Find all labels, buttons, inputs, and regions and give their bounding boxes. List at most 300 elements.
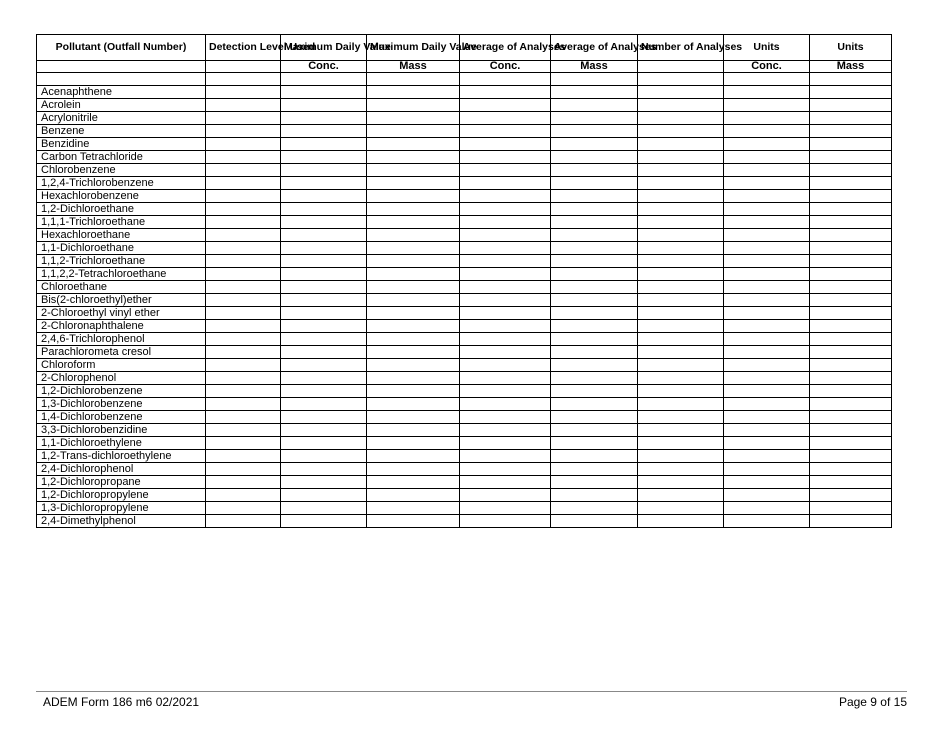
entry-cell[interactable] (551, 112, 638, 125)
entry-cell[interactable] (460, 190, 551, 203)
entry-cell[interactable] (810, 294, 892, 307)
entry-cell[interactable] (460, 268, 551, 281)
entry-cell[interactable] (638, 164, 724, 177)
pollutant-name: Benzidine (37, 138, 206, 151)
entry-cell[interactable] (206, 164, 281, 177)
entry-cell[interactable] (206, 359, 281, 372)
entry-cell[interactable] (551, 411, 638, 424)
entry-cell[interactable] (281, 73, 367, 86)
entry-cell[interactable] (281, 112, 367, 125)
entry-cell[interactable] (460, 424, 551, 437)
column-subheader: Mass (551, 61, 638, 73)
entry-cell[interactable] (551, 463, 638, 476)
entry-cell[interactable] (281, 450, 367, 463)
entry-cell[interactable] (460, 476, 551, 489)
entry-cell[interactable] (367, 346, 460, 359)
entry-cell[interactable] (724, 515, 810, 528)
entry-cell[interactable] (551, 255, 638, 268)
entry-cell[interactable] (551, 489, 638, 502)
entry-cell[interactable] (810, 281, 892, 294)
entry-cell[interactable] (206, 190, 281, 203)
entry-cell[interactable] (724, 320, 810, 333)
entry-cell[interactable] (460, 281, 551, 294)
entry-cell[interactable] (724, 125, 810, 138)
entry-cell[interactable] (460, 138, 551, 151)
table-row (37, 125, 892, 138)
entry-cell[interactable] (206, 346, 281, 359)
entry-cell[interactable] (638, 281, 724, 294)
entry-cell[interactable] (367, 385, 460, 398)
entry-cell[interactable] (281, 190, 367, 203)
entry-cell[interactable] (367, 229, 460, 242)
entry-cell[interactable] (638, 359, 724, 372)
entry-cell[interactable] (810, 411, 892, 424)
entry-cell[interactable] (460, 450, 551, 463)
entry-cell[interactable] (281, 320, 367, 333)
entry-cell[interactable] (810, 151, 892, 164)
entry-cell[interactable] (724, 229, 810, 242)
entry-cell[interactable] (367, 138, 460, 151)
entry-cell[interactable] (724, 372, 810, 385)
entry-cell[interactable] (810, 268, 892, 281)
entry-cell[interactable] (206, 307, 281, 320)
entry-cell[interactable] (460, 398, 551, 411)
entry-cell[interactable] (638, 385, 724, 398)
entry-cell[interactable] (638, 372, 724, 385)
entry-cell[interactable] (551, 437, 638, 450)
entry-cell[interactable] (724, 398, 810, 411)
entry-cell[interactable] (206, 229, 281, 242)
entry-cell[interactable] (810, 385, 892, 398)
entry-cell[interactable] (551, 476, 638, 489)
entry-cell[interactable] (724, 255, 810, 268)
entry-cell[interactable] (281, 164, 367, 177)
entry-cell[interactable] (638, 125, 724, 138)
entry-cell[interactable] (281, 294, 367, 307)
entry-cell[interactable] (206, 255, 281, 268)
entry-cell[interactable] (551, 216, 638, 229)
entry-cell[interactable] (810, 203, 892, 216)
entry-cell[interactable] (206, 242, 281, 255)
entry-cell[interactable] (281, 359, 367, 372)
entry-cell[interactable] (460, 294, 551, 307)
entry-cell[interactable] (724, 216, 810, 229)
entry-cell[interactable] (367, 515, 460, 528)
entry-cell[interactable] (460, 320, 551, 333)
entry-cell[interactable] (460, 73, 551, 86)
entry-cell[interactable] (638, 112, 724, 125)
entry-cell[interactable] (206, 125, 281, 138)
entry-cell[interactable] (281, 99, 367, 112)
entry-cell[interactable] (281, 307, 367, 320)
entry-cell[interactable] (551, 307, 638, 320)
entry-cell[interactable] (206, 281, 281, 294)
entry-cell[interactable] (206, 294, 281, 307)
entry-cell[interactable] (206, 385, 281, 398)
entry-cell[interactable] (460, 229, 551, 242)
entry-cell[interactable] (724, 489, 810, 502)
table-row (37, 359, 892, 372)
entry-cell[interactable] (810, 437, 892, 450)
entry-cell[interactable] (206, 424, 281, 437)
entry-cell[interactable] (638, 463, 724, 476)
entry-cell[interactable] (367, 398, 460, 411)
entry-cell[interactable] (638, 242, 724, 255)
pollutant-name: Carbon Tetrachloride (37, 151, 206, 164)
entry-cell[interactable] (724, 99, 810, 112)
entry-cell[interactable] (206, 203, 281, 216)
entry-cell[interactable] (724, 177, 810, 190)
entry-cell[interactable] (551, 515, 638, 528)
entry-cell[interactable] (206, 73, 281, 86)
entry-cell[interactable] (551, 125, 638, 138)
entry-cell[interactable] (724, 359, 810, 372)
entry-cell[interactable] (551, 99, 638, 112)
entry-cell[interactable] (638, 515, 724, 528)
entry-cell[interactable] (367, 307, 460, 320)
pollutant-name: 1,4-Dichlorobenzene (37, 411, 206, 424)
entry-cell[interactable] (724, 385, 810, 398)
entry-cell[interactable] (638, 398, 724, 411)
entry-cell[interactable] (638, 476, 724, 489)
entry-cell[interactable] (551, 372, 638, 385)
entry-cell[interactable] (281, 398, 367, 411)
entry-cell[interactable] (367, 502, 460, 515)
entry-cell[interactable] (367, 255, 460, 268)
entry-cell[interactable] (281, 255, 367, 268)
entry-cell[interactable] (206, 372, 281, 385)
pollutant-name: Chlorobenzene (37, 164, 206, 177)
entry-cell[interactable] (281, 242, 367, 255)
entry-cell[interactable] (810, 138, 892, 151)
entry-cell[interactable] (281, 515, 367, 528)
entry-cell[interactable] (551, 320, 638, 333)
entry-cell[interactable] (724, 151, 810, 164)
table-row (37, 99, 892, 112)
pollutant-name: Bis(2-chloroethyl)ether (37, 294, 206, 307)
entry-cell[interactable] (810, 320, 892, 333)
entry-cell[interactable] (206, 450, 281, 463)
entry-cell[interactable] (206, 177, 281, 190)
entry-cell[interactable] (281, 476, 367, 489)
entry-cell[interactable] (367, 268, 460, 281)
entry-cell[interactable] (206, 437, 281, 450)
entry-cell[interactable] (551, 359, 638, 372)
entry-cell[interactable] (551, 424, 638, 437)
entry-cell[interactable] (638, 203, 724, 216)
entry-cell[interactable] (551, 229, 638, 242)
entry-cell[interactable] (724, 73, 810, 86)
entry-cell[interactable] (206, 398, 281, 411)
entry-cell[interactable] (551, 177, 638, 190)
entry-cell[interactable] (367, 411, 460, 424)
entry-cell[interactable] (281, 203, 367, 216)
entry-cell[interactable] (551, 398, 638, 411)
entry-cell[interactable] (367, 73, 460, 86)
pollutant-name: 2-Chloroethyl vinyl ether (37, 307, 206, 320)
entry-cell[interactable] (460, 86, 551, 99)
entry-cell[interactable] (367, 112, 460, 125)
entry-cell[interactable] (638, 411, 724, 424)
entry-cell[interactable] (460, 151, 551, 164)
entry-cell[interactable] (206, 99, 281, 112)
pollutant-rows (37, 73, 892, 528)
entry-cell[interactable] (551, 450, 638, 463)
entry-cell[interactable] (367, 203, 460, 216)
entry-cell[interactable] (724, 411, 810, 424)
entry-cell[interactable] (551, 502, 638, 515)
entry-cell[interactable] (810, 424, 892, 437)
entry-cell[interactable] (281, 216, 367, 229)
entry-cell[interactable] (367, 476, 460, 489)
entry-cell[interactable] (638, 138, 724, 151)
pollutant-name: 1,1-Dichloroethane (37, 242, 206, 255)
pollutant-table (36, 34, 892, 528)
entry-cell[interactable] (551, 73, 638, 86)
entry-cell[interactable] (460, 411, 551, 424)
entry-cell[interactable] (724, 242, 810, 255)
entry-cell[interactable] (281, 502, 367, 515)
entry-cell[interactable] (551, 346, 638, 359)
entry-cell[interactable] (638, 502, 724, 515)
entry-cell[interactable] (638, 229, 724, 242)
entry-cell[interactable] (724, 463, 810, 476)
entry-cell[interactable] (724, 190, 810, 203)
entry-cell[interactable] (810, 229, 892, 242)
entry-cell[interactable] (810, 125, 892, 138)
entry-cell[interactable] (810, 476, 892, 489)
entry-cell[interactable] (460, 307, 551, 320)
entry-cell[interactable] (460, 125, 551, 138)
entry-cell[interactable] (367, 164, 460, 177)
entry-cell[interactable] (367, 437, 460, 450)
entry-cell[interactable] (367, 177, 460, 190)
entry-cell[interactable] (551, 190, 638, 203)
entry-cell[interactable] (638, 489, 724, 502)
entry-cell[interactable] (281, 151, 367, 164)
entry-cell[interactable] (724, 203, 810, 216)
entry-cell[interactable] (810, 73, 892, 86)
entry-cell[interactable] (810, 86, 892, 99)
entry-cell[interactable] (460, 463, 551, 476)
entry-cell[interactable] (638, 307, 724, 320)
entry-cell[interactable] (810, 398, 892, 411)
entry-cell[interactable] (367, 463, 460, 476)
entry-cell[interactable] (460, 489, 551, 502)
entry-cell[interactable] (724, 86, 810, 99)
entry-cell[interactable] (367, 216, 460, 229)
entry-cell[interactable] (281, 177, 367, 190)
entry-cell[interactable] (551, 151, 638, 164)
entry-cell[interactable] (460, 255, 551, 268)
entry-cell[interactable] (810, 502, 892, 515)
pollutant-name: 1,2-Dichlorobenzene (37, 385, 206, 398)
entry-cell[interactable] (551, 281, 638, 294)
entry-cell[interactable] (638, 333, 724, 346)
entry-cell[interactable] (638, 216, 724, 229)
entry-cell[interactable] (638, 294, 724, 307)
entry-cell[interactable] (367, 190, 460, 203)
entry-cell[interactable] (638, 177, 724, 190)
entry-cell[interactable] (206, 411, 281, 424)
entry-cell[interactable] (206, 112, 281, 125)
entry-cell[interactable] (460, 112, 551, 125)
entry-cell[interactable] (206, 333, 281, 346)
entry-cell[interactable] (281, 385, 367, 398)
entry-cell[interactable] (638, 73, 724, 86)
pollutant-name (37, 73, 206, 86)
entry-cell[interactable] (810, 216, 892, 229)
entry-cell[interactable] (810, 515, 892, 528)
entry-cell[interactable] (206, 216, 281, 229)
entry-cell[interactable] (281, 463, 367, 476)
entry-cell[interactable] (206, 502, 281, 515)
entry-cell[interactable] (724, 268, 810, 281)
entry-cell[interactable] (638, 255, 724, 268)
entry-cell[interactable] (638, 99, 724, 112)
entry-cell[interactable] (367, 294, 460, 307)
entry-cell[interactable] (551, 164, 638, 177)
entry-cell[interactable] (281, 372, 367, 385)
entry-cell[interactable] (281, 86, 367, 99)
entry-cell[interactable] (460, 385, 551, 398)
entry-cell[interactable] (281, 268, 367, 281)
entry-cell[interactable] (281, 489, 367, 502)
entry-cell[interactable] (367, 372, 460, 385)
entry-cell[interactable] (810, 190, 892, 203)
entry-cell[interactable] (206, 86, 281, 99)
entry-cell[interactable] (551, 86, 638, 99)
entry-cell[interactable] (724, 294, 810, 307)
entry-cell[interactable] (724, 112, 810, 125)
entry-cell[interactable] (367, 281, 460, 294)
entry-cell[interactable] (551, 203, 638, 216)
entry-cell[interactable] (206, 515, 281, 528)
entry-cell[interactable] (551, 333, 638, 346)
entry-cell[interactable] (724, 346, 810, 359)
entry-cell[interactable] (551, 294, 638, 307)
entry-cell[interactable] (810, 372, 892, 385)
entry-cell[interactable] (367, 151, 460, 164)
entry-cell[interactable] (551, 385, 638, 398)
pollutant-name: 2-Chlorophenol (37, 372, 206, 385)
entry-cell[interactable] (810, 255, 892, 268)
entry-cell[interactable] (367, 125, 460, 138)
entry-cell[interactable] (810, 450, 892, 463)
entry-cell[interactable] (460, 437, 551, 450)
entry-cell[interactable] (460, 333, 551, 346)
entry-cell[interactable] (724, 437, 810, 450)
entry-cell[interactable] (367, 333, 460, 346)
entry-cell[interactable] (724, 450, 810, 463)
entry-cell[interactable] (367, 86, 460, 99)
entry-cell[interactable] (724, 307, 810, 320)
entry-cell[interactable] (551, 138, 638, 151)
entry-cell[interactable] (551, 268, 638, 281)
entry-cell[interactable] (724, 164, 810, 177)
entry-cell[interactable] (724, 333, 810, 346)
entry-cell[interactable] (724, 502, 810, 515)
entry-cell[interactable] (460, 203, 551, 216)
entry-cell[interactable] (810, 164, 892, 177)
entry-cell[interactable] (724, 138, 810, 151)
entry-cell[interactable] (281, 424, 367, 437)
table-row (37, 73, 892, 86)
entry-cell[interactable] (281, 281, 367, 294)
entry-cell[interactable] (367, 99, 460, 112)
entry-cell[interactable] (638, 190, 724, 203)
entry-cell[interactable] (281, 333, 367, 346)
entry-cell[interactable] (206, 489, 281, 502)
entry-cell[interactable] (281, 229, 367, 242)
entry-cell[interactable] (460, 242, 551, 255)
entry-cell[interactable] (810, 333, 892, 346)
entry-cell[interactable] (206, 268, 281, 281)
entry-cell[interactable] (460, 216, 551, 229)
entry-cell[interactable] (206, 476, 281, 489)
entry-cell[interactable] (810, 346, 892, 359)
entry-cell[interactable] (460, 359, 551, 372)
entry-cell[interactable] (638, 151, 724, 164)
entry-cell[interactable] (367, 359, 460, 372)
entry-cell[interactable] (638, 268, 724, 281)
entry-cell[interactable] (367, 489, 460, 502)
entry-cell[interactable] (367, 320, 460, 333)
entry-cell[interactable] (810, 177, 892, 190)
entry-cell[interactable] (460, 515, 551, 528)
entry-cell[interactable] (810, 489, 892, 502)
entry-cell[interactable] (281, 346, 367, 359)
entry-cell[interactable] (460, 372, 551, 385)
entry-cell[interactable] (810, 307, 892, 320)
entry-cell[interactable] (638, 346, 724, 359)
entry-cell[interactable] (810, 242, 892, 255)
entry-cell[interactable] (460, 177, 551, 190)
entry-cell[interactable] (206, 151, 281, 164)
entry-cell[interactable] (460, 346, 551, 359)
entry-cell[interactable] (281, 138, 367, 151)
entry-cell[interactable] (281, 411, 367, 424)
entry-cell[interactable] (281, 125, 367, 138)
entry-cell[interactable] (810, 359, 892, 372)
entry-cell[interactable] (367, 450, 460, 463)
entry-cell[interactable] (460, 164, 551, 177)
column-subheader: Conc. (724, 61, 810, 73)
pollutant-name: 1,2-Dichloropropylene (37, 489, 206, 502)
entry-cell[interactable] (810, 112, 892, 125)
entry-cell[interactable] (724, 476, 810, 489)
entry-cell[interactable] (810, 99, 892, 112)
entry-cell[interactable] (206, 320, 281, 333)
entry-cell[interactable] (724, 281, 810, 294)
entry-cell[interactable] (638, 86, 724, 99)
entry-cell[interactable] (724, 424, 810, 437)
entry-cell[interactable] (460, 502, 551, 515)
entry-cell[interactable] (551, 242, 638, 255)
entry-cell[interactable] (281, 437, 367, 450)
pollutant-name: Acrylonitrile (37, 112, 206, 125)
entry-cell[interactable] (810, 463, 892, 476)
entry-cell[interactable] (638, 450, 724, 463)
entry-cell[interactable] (638, 437, 724, 450)
entry-cell[interactable] (638, 320, 724, 333)
entry-cell[interactable] (638, 424, 724, 437)
entry-cell[interactable] (367, 424, 460, 437)
entry-cell[interactable] (206, 138, 281, 151)
entry-cell[interactable] (367, 242, 460, 255)
entry-cell[interactable] (460, 99, 551, 112)
entry-cell[interactable] (206, 463, 281, 476)
